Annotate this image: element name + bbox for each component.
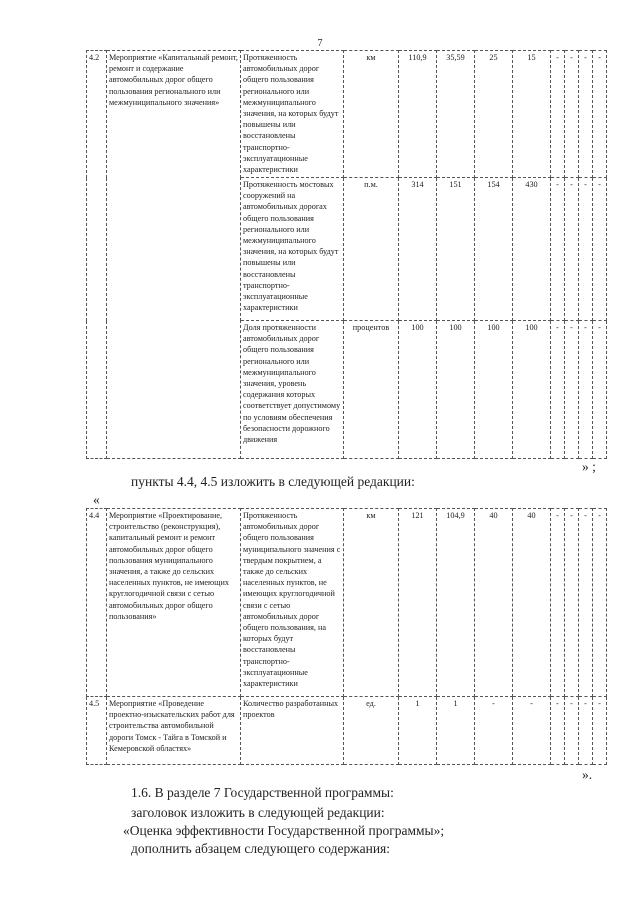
indicators-table-2	[86, 508, 607, 765]
value-cell: -	[565, 51, 579, 178]
value-cell: 151	[437, 178, 475, 321]
indicator-name: Доля протяженности автомобильных дорог общего пользования регионального или межмуниципального значения, уровень содержания которых соответствует допустимому по условиям обеспечения безопасности дорожного движения	[241, 321, 344, 459]
opening-quote: «	[93, 492, 100, 507]
value-cell: 1	[437, 697, 475, 765]
value-cell: 15	[513, 51, 551, 178]
value-cell: -	[551, 178, 565, 321]
table-row	[87, 51, 607, 178]
indicator-name: Протяженность автомобильных дорог общего пользования муниципального значения с твердым покрытием, а также до сельских населенных пунктов, не имеющих круглогодичной связи с сетью автомобильных дорог общего пользования, на которых будут восстановлены транспортно-эксплуатационные характеристики	[241, 509, 344, 697]
value-cell: 40	[475, 509, 513, 697]
value-cell: 1	[399, 697, 437, 765]
event-name: Мероприятие «Проектирование, строительство (реконструкция), капитальный ремонт и ремонт автомобильных дорог общего пользования муниципального значения, а также до сельских населенных пунктов, не имеющих круглогодичной связи с сетью автомобильных дорог общего пользования»	[107, 509, 241, 697]
indicator-name: Протяженность мостовых сооружений на автомобильных дорогах общего пользования регионального или межмуниципального значения, на которых будут повышены или восстановлены транспортно-эксплуатационные характеристики	[241, 178, 344, 321]
section-line: заголовок изложить в следующей редакции:	[131, 805, 385, 820]
value-cell: 430	[513, 178, 551, 321]
value-cell: -	[551, 321, 565, 459]
table-row	[87, 697, 607, 765]
row-number: 4.4	[87, 509, 107, 697]
value-cell: 100	[475, 321, 513, 459]
indicator-name: Протяженность автомобильных дорог общего пользования регионального или межмуниципального значения, на которых будут повышены или восстановлены транспортно-эксплуатационные характеристики	[241, 51, 344, 178]
page-number: 7	[317, 38, 323, 49]
closing-quote: » ;	[582, 459, 596, 474]
value-cell: 25	[475, 51, 513, 178]
value-cell: -	[513, 697, 551, 765]
value-cell: -	[593, 178, 607, 321]
value-cell: 104,9	[437, 509, 475, 697]
value-cell: -	[593, 509, 607, 697]
unit: процентов	[344, 321, 399, 459]
value-cell: 110,9	[399, 51, 437, 178]
value-cell: 121	[399, 509, 437, 697]
value-cell: 314	[399, 178, 437, 321]
value-cell: -	[551, 509, 565, 697]
value-cell: 100	[513, 321, 551, 459]
instruction-text: пункты 4.4, 4.5 изложить в следующей редакции:	[131, 474, 415, 489]
row-number: 4.2	[87, 51, 107, 459]
value-cell: -	[593, 321, 607, 459]
value-cell: -	[551, 697, 565, 765]
value-cell: -	[579, 509, 593, 697]
event-name: Мероприятие «Капитальный ремонт, ремонт и содержание автомобильных дорог общего пользования регионального или межмуниципального значения»	[107, 51, 241, 459]
value-cell: -	[579, 697, 593, 765]
value-cell: -	[551, 51, 565, 178]
value-cell: -	[579, 178, 593, 321]
table-row	[87, 509, 607, 697]
section-line: «Оценка эффективности Государственной программы»;	[123, 823, 445, 838]
value-cell: 100	[437, 321, 475, 459]
unit: п.м.	[344, 178, 399, 321]
value-cell: -	[565, 509, 579, 697]
unit: ед.	[344, 697, 399, 765]
value-cell: -	[565, 697, 579, 765]
closing-quote: ».	[582, 767, 593, 782]
value-cell: -	[565, 321, 579, 459]
section-heading: 1.6. В разделе 7 Государственной программы:	[131, 785, 394, 800]
event-name: Мероприятие «Проведение проектно-изыскательских работ для строительства автомобильной дороги Томск - Тайга в Томской и Кемеровской областях»	[107, 697, 241, 765]
indicators-table-1	[86, 50, 607, 459]
value-cell: -	[593, 51, 607, 178]
value-cell: 100	[399, 321, 437, 459]
section-line: дополнить абзацем следующего содержания:	[131, 841, 391, 856]
value-cell: 40	[513, 509, 551, 697]
unit: км	[344, 509, 399, 697]
value-cell: -	[593, 697, 607, 765]
row-number: 4.5	[87, 697, 107, 765]
value-cell: -	[579, 321, 593, 459]
value-cell: -	[579, 51, 593, 178]
indicator-name: Количество разработанных проектов	[241, 697, 344, 765]
value-cell: -	[475, 697, 513, 765]
value-cell: 35,59	[437, 51, 475, 178]
value-cell: 154	[475, 178, 513, 321]
unit: км	[344, 51, 399, 178]
value-cell: -	[565, 178, 579, 321]
